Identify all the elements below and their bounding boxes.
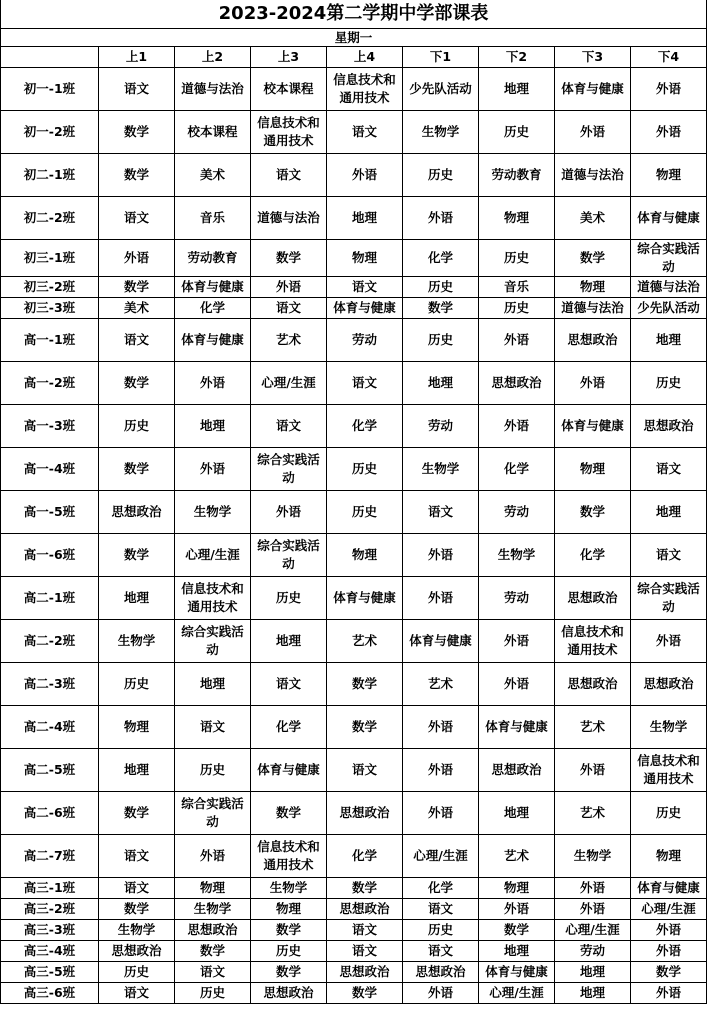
lesson-cell: 外语 (99, 240, 175, 277)
lesson-cell: 外语 (631, 68, 707, 111)
lesson-cell: 数学 (327, 983, 403, 1004)
lesson-cell: 信息技术和通用技术 (251, 835, 327, 878)
lesson-cell: 外语 (631, 620, 707, 663)
lesson-cell: 综合实践活动 (251, 534, 327, 577)
lesson-cell: 历史 (99, 962, 175, 983)
lesson-cell: 信息技术和通用技术 (327, 68, 403, 111)
lesson-cell: 地理 (479, 68, 555, 111)
lesson-cell: 综合实践活动 (175, 792, 251, 835)
lesson-cell: 物理 (327, 534, 403, 577)
lesson-cell: 地理 (175, 405, 251, 448)
lesson-cell: 体育与健康 (327, 577, 403, 620)
lesson-cell: 艺术 (327, 620, 403, 663)
lesson-cell: 地理 (175, 663, 251, 706)
lesson-cell: 心理/生涯 (251, 362, 327, 405)
lesson-cell: 数学 (327, 878, 403, 899)
lesson-cell: 综合实践活动 (251, 448, 327, 491)
lesson-cell: 数学 (327, 706, 403, 749)
lesson-cell: 心理/生涯 (631, 899, 707, 920)
lesson-cell: 地理 (251, 620, 327, 663)
class-row (1, 706, 707, 749)
lesson-cell: 思想政治 (479, 749, 555, 792)
class-row (1, 663, 707, 706)
lesson-cell: 历史 (403, 277, 479, 298)
lesson-cell: 美术 (175, 154, 251, 197)
lesson-cell: 外语 (403, 749, 479, 792)
lesson-cell: 思想政治 (99, 491, 175, 534)
lesson-cell: 地理 (99, 749, 175, 792)
lesson-cell: 地理 (555, 962, 631, 983)
lesson-cell: 思想政治 (251, 983, 327, 1004)
lesson-cell: 历史 (403, 319, 479, 362)
lesson-cell: 语文 (403, 899, 479, 920)
lesson-cell: 数学 (327, 663, 403, 706)
class-name: 高一-1班 (1, 319, 99, 362)
lesson-cell: 数学 (99, 534, 175, 577)
lesson-cell: 劳动 (327, 319, 403, 362)
class-name: 初三-3班 (1, 298, 99, 319)
lesson-cell: 历史 (403, 920, 479, 941)
lesson-cell: 化学 (175, 298, 251, 319)
lesson-cell: 数学 (555, 240, 631, 277)
lesson-cell: 地理 (99, 577, 175, 620)
lesson-cell: 生物学 (99, 620, 175, 663)
lesson-cell: 语文 (175, 962, 251, 983)
class-name: 初二-1班 (1, 154, 99, 197)
lesson-cell: 信息技术和通用技术 (251, 111, 327, 154)
lesson-cell: 道德与法治 (175, 68, 251, 111)
lesson-cell: 心理/生涯 (479, 983, 555, 1004)
lesson-cell: 体育与健康 (403, 620, 479, 663)
lesson-cell: 语文 (327, 111, 403, 154)
class-name: 高一-2班 (1, 362, 99, 405)
lesson-cell: 外语 (403, 534, 479, 577)
corner-cell (1, 47, 99, 68)
lesson-cell: 数学 (99, 362, 175, 405)
lesson-cell: 体育与健康 (479, 962, 555, 983)
lesson-cell: 语文 (175, 706, 251, 749)
lesson-cell: 物理 (327, 240, 403, 277)
class-name: 高二-7班 (1, 835, 99, 878)
lesson-cell: 体育与健康 (631, 197, 707, 240)
class-row (1, 749, 707, 792)
class-row (1, 983, 707, 1004)
class-row (1, 878, 707, 899)
class-name: 初三-2班 (1, 277, 99, 298)
lesson-cell: 语文 (99, 878, 175, 899)
lesson-cell: 外语 (555, 111, 631, 154)
lesson-cell: 劳动 (555, 941, 631, 962)
period-header: 下3 (555, 47, 631, 68)
class-row (1, 448, 707, 491)
lesson-cell: 数学 (99, 154, 175, 197)
lesson-cell: 地理 (555, 983, 631, 1004)
lesson-cell: 外语 (555, 899, 631, 920)
lesson-cell: 思想政治 (555, 663, 631, 706)
class-name: 高一-3班 (1, 405, 99, 448)
lesson-cell: 化学 (479, 448, 555, 491)
class-row (1, 941, 707, 962)
lesson-cell: 生物学 (403, 111, 479, 154)
lesson-cell: 生物学 (403, 448, 479, 491)
lesson-cell: 物理 (479, 197, 555, 240)
period-header-row (1, 47, 707, 68)
class-name: 高一-5班 (1, 491, 99, 534)
lesson-cell: 外语 (175, 835, 251, 878)
lesson-cell: 体育与健康 (555, 405, 631, 448)
lesson-cell: 数学 (251, 962, 327, 983)
lesson-cell: 化学 (327, 405, 403, 448)
lesson-cell: 思想政治 (631, 663, 707, 706)
lesson-cell: 外语 (479, 663, 555, 706)
lesson-cell: 生物学 (99, 920, 175, 941)
lesson-cell: 语文 (327, 362, 403, 405)
lesson-cell: 语文 (327, 749, 403, 792)
lesson-cell: 外语 (631, 111, 707, 154)
lesson-cell: 历史 (327, 448, 403, 491)
lesson-cell: 数学 (251, 792, 327, 835)
lesson-cell: 思想政治 (327, 962, 403, 983)
lesson-cell: 道德与法治 (251, 197, 327, 240)
lesson-cell: 思想政治 (403, 962, 479, 983)
lesson-cell: 劳动 (403, 405, 479, 448)
lesson-cell: 心理/生涯 (175, 534, 251, 577)
lesson-cell: 化学 (403, 878, 479, 899)
lesson-cell: 心理/生涯 (403, 835, 479, 878)
lesson-cell: 道德与法治 (555, 154, 631, 197)
class-name: 初一-2班 (1, 111, 99, 154)
lesson-cell: 心理/生涯 (555, 920, 631, 941)
lesson-cell: 思想政治 (99, 941, 175, 962)
lesson-cell: 历史 (251, 577, 327, 620)
lesson-cell: 历史 (175, 749, 251, 792)
lesson-cell: 外语 (251, 277, 327, 298)
lesson-cell: 综合实践活动 (175, 620, 251, 663)
lesson-cell: 劳动 (479, 491, 555, 534)
lesson-cell: 思想政治 (555, 319, 631, 362)
class-name: 初二-2班 (1, 197, 99, 240)
lesson-cell: 数学 (251, 240, 327, 277)
lesson-cell: 思想政治 (555, 577, 631, 620)
lesson-cell: 劳动 (479, 577, 555, 620)
lesson-cell: 音乐 (479, 277, 555, 298)
lesson-cell: 地理 (479, 792, 555, 835)
lesson-cell: 历史 (99, 663, 175, 706)
lesson-cell: 外语 (555, 749, 631, 792)
lesson-cell: 信息技术和通用技术 (555, 620, 631, 663)
class-row (1, 899, 707, 920)
class-name: 高二-4班 (1, 706, 99, 749)
period-header: 上4 (327, 47, 403, 68)
class-row (1, 277, 707, 298)
period-header: 下4 (631, 47, 707, 68)
lesson-cell: 外语 (479, 405, 555, 448)
lesson-cell: 音乐 (175, 197, 251, 240)
lesson-cell: 数学 (99, 111, 175, 154)
lesson-cell: 外语 (479, 899, 555, 920)
lesson-cell: 信息技术和通用技术 (175, 577, 251, 620)
lesson-cell: 历史 (479, 111, 555, 154)
class-name: 高一-4班 (1, 448, 99, 491)
lesson-cell: 生物学 (631, 706, 707, 749)
lesson-cell: 历史 (175, 983, 251, 1004)
lesson-cell: 美术 (99, 298, 175, 319)
class-name: 高二-3班 (1, 663, 99, 706)
lesson-cell: 物理 (175, 878, 251, 899)
lesson-cell: 劳动教育 (479, 154, 555, 197)
lesson-cell: 化学 (403, 240, 479, 277)
lesson-cell: 数学 (99, 899, 175, 920)
lesson-cell: 外语 (555, 362, 631, 405)
class-name: 高一-6班 (1, 534, 99, 577)
lesson-cell: 地理 (403, 362, 479, 405)
lesson-cell: 数学 (99, 448, 175, 491)
class-name: 初一-1班 (1, 68, 99, 111)
class-row (1, 240, 707, 277)
period-header: 上1 (99, 47, 175, 68)
class-row (1, 405, 707, 448)
lesson-cell: 数学 (99, 792, 175, 835)
lesson-cell: 道德与法治 (631, 277, 707, 298)
class-row (1, 491, 707, 534)
lesson-cell: 语文 (251, 405, 327, 448)
class-name: 高二-5班 (1, 749, 99, 792)
lesson-cell: 历史 (99, 405, 175, 448)
class-row (1, 362, 707, 405)
lesson-cell: 外语 (631, 983, 707, 1004)
lesson-cell: 物理 (555, 448, 631, 491)
class-row (1, 577, 707, 620)
class-name: 高三-4班 (1, 941, 99, 962)
lesson-cell: 地理 (479, 941, 555, 962)
class-name: 初三-1班 (1, 240, 99, 277)
lesson-cell: 数学 (403, 298, 479, 319)
class-name: 高三-1班 (1, 878, 99, 899)
lesson-cell: 外语 (555, 878, 631, 899)
lesson-cell: 外语 (175, 448, 251, 491)
lesson-cell: 数学 (99, 277, 175, 298)
class-row (1, 298, 707, 319)
lesson-cell: 艺术 (479, 835, 555, 878)
lesson-cell: 道德与法治 (555, 298, 631, 319)
lesson-cell: 语文 (99, 319, 175, 362)
lesson-cell: 综合实践活动 (631, 577, 707, 620)
lesson-cell: 历史 (327, 491, 403, 534)
class-row (1, 68, 707, 111)
lesson-cell: 语文 (631, 534, 707, 577)
lesson-cell: 语文 (251, 154, 327, 197)
lesson-cell: 物理 (555, 277, 631, 298)
lesson-cell: 体育与健康 (175, 277, 251, 298)
lesson-cell: 生物学 (555, 835, 631, 878)
lesson-cell: 语文 (99, 68, 175, 111)
lesson-cell: 语文 (327, 277, 403, 298)
class-name: 高三-3班 (1, 920, 99, 941)
lesson-cell: 美术 (555, 197, 631, 240)
class-name: 高二-1班 (1, 577, 99, 620)
lesson-cell: 外语 (403, 577, 479, 620)
lesson-cell: 艺术 (555, 706, 631, 749)
lesson-cell: 物理 (251, 899, 327, 920)
class-name: 高三-2班 (1, 899, 99, 920)
lesson-cell: 历史 (479, 240, 555, 277)
class-name: 高三-5班 (1, 962, 99, 983)
lesson-cell: 思想政治 (327, 899, 403, 920)
lesson-cell: 综合实践活动 (631, 240, 707, 277)
class-row (1, 962, 707, 983)
period-header: 下1 (403, 47, 479, 68)
lesson-cell: 外语 (403, 792, 479, 835)
lesson-cell: 外语 (403, 197, 479, 240)
lesson-cell: 地理 (631, 319, 707, 362)
lesson-cell: 外语 (403, 706, 479, 749)
lesson-cell: 语文 (99, 983, 175, 1004)
class-row (1, 920, 707, 941)
class-row (1, 534, 707, 577)
lesson-cell: 体育与健康 (251, 749, 327, 792)
lesson-cell: 外语 (251, 491, 327, 534)
lesson-cell: 外语 (403, 983, 479, 1004)
lesson-cell: 历史 (631, 792, 707, 835)
lesson-cell: 艺术 (555, 792, 631, 835)
lesson-cell: 思想政治 (327, 792, 403, 835)
class-name: 高三-6班 (1, 983, 99, 1004)
lesson-cell: 语文 (251, 298, 327, 319)
lesson-cell: 历史 (251, 941, 327, 962)
lesson-cell: 校本课程 (251, 68, 327, 111)
period-header: 上2 (175, 47, 251, 68)
lesson-cell: 数学 (175, 941, 251, 962)
class-name: 高二-6班 (1, 792, 99, 835)
day-label: 星期一 (1, 29, 707, 47)
lesson-cell: 历史 (631, 362, 707, 405)
period-header: 下2 (479, 47, 555, 68)
lesson-cell: 语文 (99, 197, 175, 240)
lesson-cell: 语文 (99, 835, 175, 878)
lesson-cell: 历史 (479, 298, 555, 319)
lesson-cell: 少先队活动 (403, 68, 479, 111)
lesson-cell: 数学 (251, 920, 327, 941)
lesson-cell: 外语 (479, 319, 555, 362)
lesson-cell: 物理 (631, 835, 707, 878)
lesson-cell: 化学 (555, 534, 631, 577)
period-header: 上3 (251, 47, 327, 68)
lesson-cell: 体育与健康 (327, 298, 403, 319)
lesson-cell: 校本课程 (175, 111, 251, 154)
lesson-cell: 生物学 (251, 878, 327, 899)
lesson-cell: 外语 (175, 362, 251, 405)
lesson-cell: 语文 (403, 941, 479, 962)
timetable-title: 2023-2024第二学期中学部课表 (1, 0, 707, 29)
lesson-cell: 外语 (631, 920, 707, 941)
lesson-cell: 物理 (99, 706, 175, 749)
lesson-cell: 语文 (403, 491, 479, 534)
lesson-cell: 语文 (327, 920, 403, 941)
lesson-cell: 生物学 (175, 899, 251, 920)
lesson-cell: 思想政治 (479, 362, 555, 405)
lesson-cell: 化学 (327, 835, 403, 878)
lesson-cell: 思想政治 (175, 920, 251, 941)
lesson-cell: 语文 (631, 448, 707, 491)
lesson-cell: 少先队活动 (631, 298, 707, 319)
class-row (1, 154, 707, 197)
lesson-cell: 体育与健康 (479, 706, 555, 749)
lesson-cell: 体育与健康 (555, 68, 631, 111)
lesson-cell: 外语 (327, 154, 403, 197)
lesson-cell: 信息技术和通用技术 (631, 749, 707, 792)
lesson-cell: 外语 (479, 620, 555, 663)
lesson-cell: 体育与健康 (631, 878, 707, 899)
lesson-cell: 艺术 (403, 663, 479, 706)
lesson-cell: 地理 (631, 491, 707, 534)
class-row (1, 197, 707, 240)
lesson-cell: 艺术 (251, 319, 327, 362)
lesson-cell: 物理 (479, 878, 555, 899)
class-row (1, 620, 707, 663)
lesson-cell: 数学 (479, 920, 555, 941)
lesson-cell: 语文 (251, 663, 327, 706)
lesson-cell: 物理 (631, 154, 707, 197)
lesson-cell: 数学 (555, 491, 631, 534)
class-row (1, 319, 707, 362)
lesson-cell: 生物学 (479, 534, 555, 577)
lesson-cell: 体育与健康 (175, 319, 251, 362)
class-row (1, 835, 707, 878)
class-row (1, 792, 707, 835)
class-row (1, 111, 707, 154)
lesson-cell: 化学 (251, 706, 327, 749)
lesson-cell: 历史 (403, 154, 479, 197)
class-name: 高二-2班 (1, 620, 99, 663)
lesson-cell: 语文 (327, 941, 403, 962)
lesson-cell: 地理 (327, 197, 403, 240)
lesson-cell: 生物学 (175, 491, 251, 534)
lesson-cell: 数学 (631, 962, 707, 983)
lesson-cell: 思想政治 (631, 405, 707, 448)
lesson-cell: 外语 (631, 941, 707, 962)
lesson-cell: 劳动教育 (175, 240, 251, 277)
